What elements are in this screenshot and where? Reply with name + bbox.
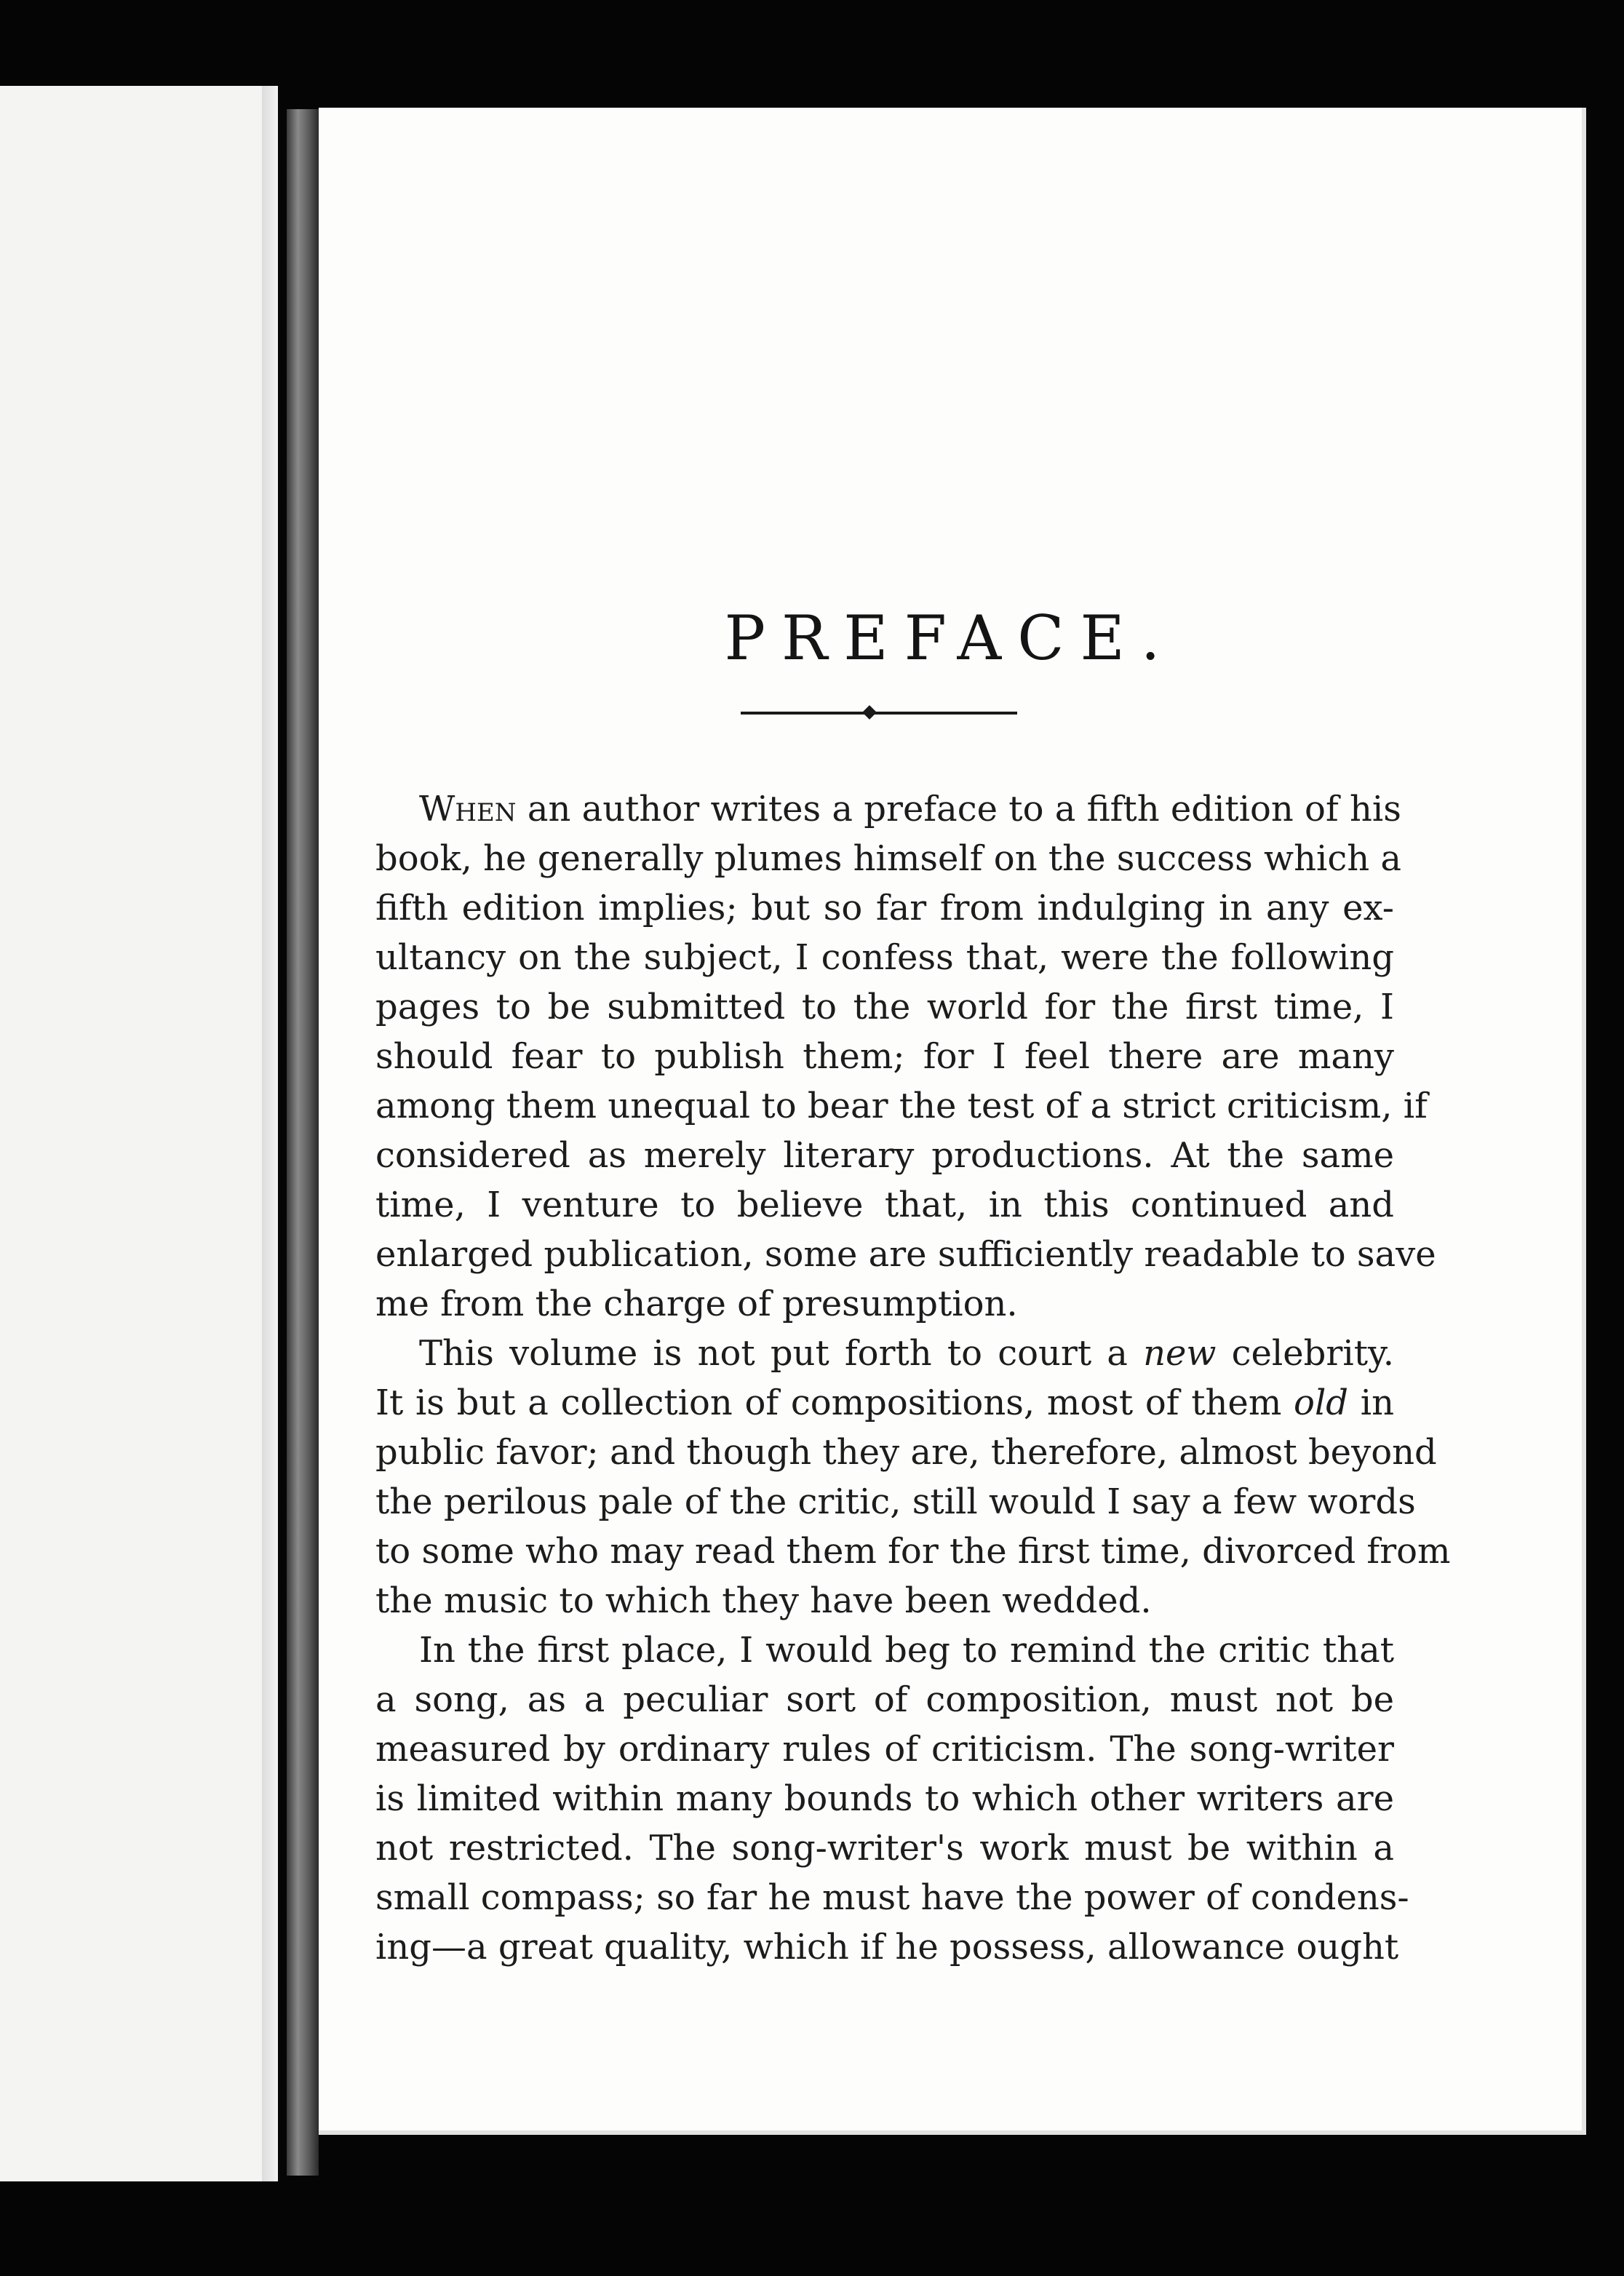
- paragraph-2-line-2-end: in: [1348, 1382, 1394, 1423]
- italic-word-old: old: [1294, 1382, 1349, 1423]
- paragraph-1-line-8: considered as merely literary productions. At the same: [375, 1135, 1394, 1176]
- facing-page-edge: [262, 86, 278, 2181]
- italic-word-new: new: [1143, 1333, 1217, 1374]
- paragraph-2-line-1-end: celebrity.: [1216, 1333, 1394, 1374]
- paragraph-3-line-5: not restricted. The song-writer's work must be within a: [375, 1828, 1394, 1869]
- paragraph-1-line-5: pages to be submitted to the world for the first time, I: [375, 987, 1394, 1027]
- paragraph-1-line-11: me from the charge of presumption.: [375, 1284, 1018, 1324]
- preface-text: [375, 784, 1451, 1972]
- paragraph-2-line-2-text: It is but a collection of compositions, most of them: [375, 1382, 1294, 1423]
- paragraph-1-line-1: [375, 784, 1401, 834]
- paragraph-1-line-2: book, he generally plumes himself on the success which a: [375, 838, 1401, 879]
- paragraph-2-line-6: the music to which they have been wedded.: [375, 1580, 1152, 1621]
- paragraph-3-line-3: measured by ordinary rules of criticism. The song-writer: [375, 1729, 1394, 1770]
- paragraph-2-line-1-text: This volume is not put forth to court a: [419, 1333, 1144, 1374]
- paragraph-1-line-1-text: an author writes a preface to a fifth edition of his: [516, 789, 1401, 829]
- title-rule-ornament: [741, 712, 1017, 715]
- paragraph-1-line-7: among them unequal to bear the test of a strict criticism, if: [375, 1086, 1428, 1126]
- paragraph-2-line-4: the perilous pale of the critic, still would I say a few words: [375, 1481, 1416, 1522]
- paragraph-3-line-2: a song, as a peculiar sort of composition, must not be: [375, 1679, 1394, 1720]
- paragraph-2-line-2: [375, 1378, 1394, 1428]
- paragraph-2-line-1: [375, 1329, 1394, 1378]
- drop-word: When: [419, 789, 517, 829]
- paragraph-1-line-6: should fear to publish them; for I feel there are many: [375, 1036, 1394, 1077]
- paragraph-3-line-7: ing—a great quality, which if he possess, allowance ought: [375, 1927, 1399, 1967]
- paragraph-3-line-1: In the first place, I would beg to remind the critic that: [419, 1630, 1394, 1671]
- book-page: [319, 108, 1586, 2135]
- paragraph-1-line-10: enlarged publication, some are sufficiently readable to save: [375, 1234, 1436, 1275]
- paragraph-1-line-9: time, I venture to believe that, in this continued and: [375, 1185, 1394, 1225]
- paragraph-3-line-6: small compass; so far he must have the power of condens-: [375, 1877, 1409, 1918]
- book-gutter: [287, 109, 319, 2176]
- paragraph-2-line-5: to some who may read them for the first time, divorced from: [375, 1531, 1451, 1572]
- paragraph-1-line-4: ultancy on the subject, I confess that, were the following: [375, 937, 1394, 978]
- paragraph-3-line-4: is limited within many bounds to which other writers are: [375, 1778, 1394, 1819]
- paragraph-2-line-3: public favor; and though they are, therefore, almost beyond: [375, 1432, 1437, 1473]
- paragraph-1-line-3: fifth edition implies; but so far from indulging in any ex-: [375, 888, 1394, 928]
- page-title: PREFACE.: [724, 602, 1177, 674]
- facing-blank-page: [0, 86, 275, 2181]
